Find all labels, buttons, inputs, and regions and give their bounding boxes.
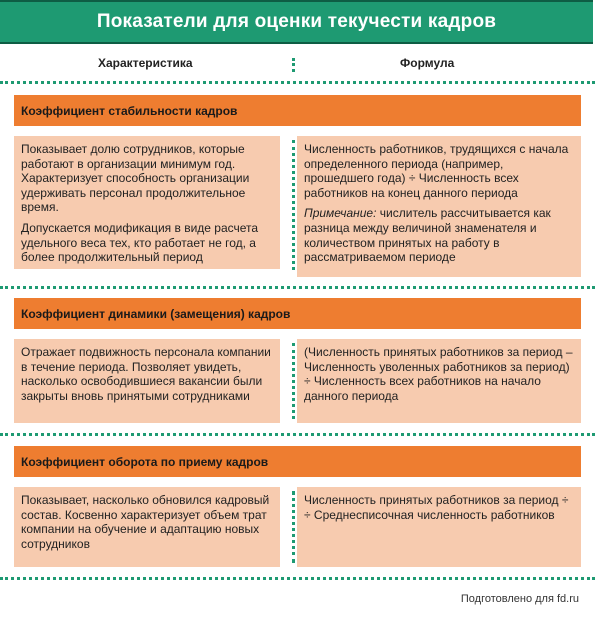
section-header-stability: Коэффициент стабильности кадров [14,95,581,126]
section-stability-characteristic [14,136,280,269]
divider [0,81,595,84]
column-header-characteristic: Характеристика [98,56,193,70]
section-dynamics-formula [297,339,581,423]
section-dynamics-characteristic [14,339,280,423]
section-header-dynamics: Коэффициент динамики (замещения) кадров [14,298,581,329]
characteristic-text: Показывает долю сотрудников, которые работают в организации минимум год. Характеризует способность организации удерживать персонал продолжительное время. [21,142,250,215]
column-divider [292,140,295,270]
section-header-turnover: Коэффициент оборота по приему кадров [14,446,581,477]
divider [0,577,595,580]
column-divider [292,58,295,72]
section-stability-formula [297,136,581,277]
characteristic-text: Допускается модификация в виде расчета удельного веса тех, кто работает не год, а более продолжительный период [21,220,259,265]
column-divider [292,491,295,563]
section-turnover-formula [297,487,581,567]
footer-credit: Подготовлено для fd.ru [460,593,579,605]
characteristic-text: Отражает подвижность персонала компании в течение периода. Позволяет увидеть, насколько освободившиеся вакансии были закрыты вновь принятыми сотрудниками [21,345,271,403]
section-turnover-characteristic [14,487,280,567]
formula-text: (Численность принятых работников за период – Численность уволенных работников за период) ÷ Численность всех работников на начало данного периода [304,345,573,403]
note-text: числитель рассчитывается как разница между величиной знаменателя и количеством принятых на работу в рассматриваемом периоде [304,206,551,265]
note-label: Примечание: [304,206,377,221]
column-header-formula: Формула [400,56,455,70]
title-bar [0,0,593,44]
page-title: Показатели для оценки текучести кадров [96,11,497,32]
formula-note [304,206,573,264]
divider [0,286,595,289]
divider [0,433,595,436]
characteristic-text: Показывает, насколько обновился кадровый состав. Косвенно характеризует объем трат компании на обучение и адаптацию новых сотрудников [21,493,270,551]
column-divider [292,343,295,419]
formula-text: Численность работников, трудящихся с начала определенного периода (например, прошедшего года) ÷ Численность всех работников на конец данного периода [304,142,569,200]
formula-text: Численность принятых работников за период ÷ ÷ Среднесписочная численность работников [304,493,569,522]
